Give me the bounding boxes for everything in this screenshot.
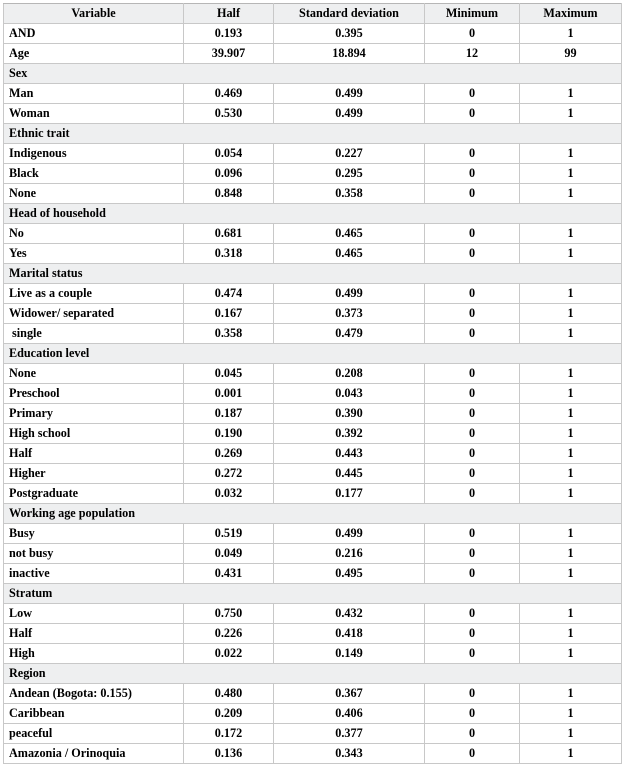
- table-row: [4, 384, 622, 404]
- cell-minimum: 0: [425, 724, 520, 744]
- cell-minimum: 0: [425, 164, 520, 184]
- cell-variable: Half: [4, 444, 184, 464]
- cell-standard-deviation: 0.377: [274, 724, 425, 744]
- cell-minimum: 0: [425, 444, 520, 464]
- cell-maximum: 1: [520, 324, 622, 344]
- cell-minimum: 0: [425, 84, 520, 104]
- table-row: [4, 164, 622, 184]
- cell-half: 0.750: [184, 604, 274, 624]
- cell-standard-deviation: 0.358: [274, 184, 425, 204]
- cell-maximum: 1: [520, 544, 622, 564]
- cell-variable: Higher: [4, 464, 184, 484]
- cell-half: 0.054: [184, 144, 274, 164]
- table-row: [4, 284, 622, 304]
- table-header: [4, 4, 622, 24]
- cell-standard-deviation: 0.395: [274, 24, 425, 44]
- cell-standard-deviation: 0.499: [274, 84, 425, 104]
- table-row: [4, 244, 622, 264]
- cell-maximum: 1: [520, 484, 622, 504]
- cell-maximum: 1: [520, 84, 622, 104]
- table-row: [4, 544, 622, 564]
- cell-standard-deviation: 0.367: [274, 684, 425, 704]
- cell-variable: Amazonia / Orinoquia: [4, 744, 184, 764]
- column-header-minimum: Minimum: [425, 4, 520, 24]
- cell-standard-deviation: 0.392: [274, 424, 425, 444]
- cell-minimum: 0: [425, 384, 520, 404]
- cell-minimum: 0: [425, 404, 520, 424]
- cell-minimum: 0: [425, 284, 520, 304]
- cell-variable: AND: [4, 24, 184, 44]
- cell-minimum: 0: [425, 484, 520, 504]
- cell-maximum: 1: [520, 624, 622, 644]
- cell-variable: High: [4, 644, 184, 664]
- cell-maximum: 1: [520, 724, 622, 744]
- cell-half: 0.269: [184, 444, 274, 464]
- cell-standard-deviation: 0.499: [274, 284, 425, 304]
- cell-variable: None: [4, 184, 184, 204]
- column-header-variable: Variable: [4, 4, 184, 24]
- cell-half: 0.001: [184, 384, 274, 404]
- cell-standard-deviation: 0.390: [274, 404, 425, 424]
- cell-half: 0.272: [184, 464, 274, 484]
- cell-variable: Black: [4, 164, 184, 184]
- cell-maximum: 1: [520, 404, 622, 424]
- cell-maximum: 1: [520, 424, 622, 444]
- cell-minimum: 0: [425, 184, 520, 204]
- table-row: [4, 684, 622, 704]
- table-row: [4, 424, 622, 444]
- cell-half: 0.358: [184, 324, 274, 344]
- cell-variable: Man: [4, 84, 184, 104]
- table-row: [4, 564, 622, 584]
- table-row: [4, 484, 622, 504]
- table-row: [4, 644, 622, 664]
- cell-variable: Woman: [4, 104, 184, 124]
- cell-minimum: 12: [425, 44, 520, 64]
- cell-half: 0.469: [184, 84, 274, 104]
- cell-variable: Postgraduate: [4, 484, 184, 504]
- cell-standard-deviation: 0.177: [274, 484, 425, 504]
- table-row: [4, 364, 622, 384]
- cell-minimum: 0: [425, 304, 520, 324]
- cell-maximum: 1: [520, 244, 622, 264]
- cell-standard-deviation: 0.499: [274, 524, 425, 544]
- table-group-row: [4, 344, 622, 364]
- cell-maximum: 1: [520, 644, 622, 664]
- cell-variable: Busy: [4, 524, 184, 544]
- cell-variable: High school: [4, 424, 184, 444]
- cell-half: 0.530: [184, 104, 274, 124]
- table-row: [4, 744, 622, 764]
- cell-maximum: 1: [520, 284, 622, 304]
- table-group-label: Stratum: [4, 584, 622, 604]
- cell-half: 0.049: [184, 544, 274, 564]
- table-group-label: Head of household: [4, 204, 622, 224]
- cell-maximum: 1: [520, 384, 622, 404]
- cell-standard-deviation: 0.432: [274, 604, 425, 624]
- cell-variable: Primary: [4, 404, 184, 424]
- cell-half: 0.190: [184, 424, 274, 444]
- cell-maximum: 1: [520, 464, 622, 484]
- cell-half: 0.136: [184, 744, 274, 764]
- cell-maximum: 1: [520, 524, 622, 544]
- cell-maximum: 1: [520, 564, 622, 584]
- table-group-label: Sex: [4, 64, 622, 84]
- table-group-label: Education level: [4, 344, 622, 364]
- cell-half: 0.045: [184, 364, 274, 384]
- column-header-standard-deviation: Standard deviation: [274, 4, 425, 24]
- table-row: [4, 524, 622, 544]
- cell-half: 0.681: [184, 224, 274, 244]
- column-header-half: Half: [184, 4, 274, 24]
- cell-standard-deviation: 0.227: [274, 144, 425, 164]
- cell-half: 0.172: [184, 724, 274, 744]
- cell-standard-deviation: 0.465: [274, 224, 425, 244]
- descriptive-statistics-table: [3, 3, 622, 764]
- cell-minimum: 0: [425, 644, 520, 664]
- table-row: [4, 404, 622, 424]
- cell-half: 0.022: [184, 644, 274, 664]
- cell-standard-deviation: 0.208: [274, 364, 425, 384]
- table-group-row: [4, 664, 622, 684]
- cell-minimum: 0: [425, 424, 520, 444]
- table-group-label: Region: [4, 664, 622, 684]
- cell-variable: Low: [4, 604, 184, 624]
- cell-standard-deviation: 0.343: [274, 744, 425, 764]
- cell-standard-deviation: 0.418: [274, 624, 425, 644]
- cell-minimum: 0: [425, 244, 520, 264]
- cell-standard-deviation: 0.479: [274, 324, 425, 344]
- cell-variable: Andean (Bogota: 0.155): [4, 684, 184, 704]
- cell-minimum: 0: [425, 604, 520, 624]
- table-row: [4, 224, 622, 244]
- column-header-maximum: Maximum: [520, 4, 622, 24]
- table-row: [4, 624, 622, 644]
- cell-maximum: 1: [520, 104, 622, 124]
- table-group-row: [4, 124, 622, 144]
- cell-maximum: 1: [520, 184, 622, 204]
- cell-half: 0.226: [184, 624, 274, 644]
- cell-variable: None: [4, 364, 184, 384]
- cell-standard-deviation: 0.465: [274, 244, 425, 264]
- cell-variable: not busy: [4, 544, 184, 564]
- cell-minimum: 0: [425, 624, 520, 644]
- cell-maximum: 1: [520, 744, 622, 764]
- table-row: [4, 704, 622, 724]
- cell-maximum: 99: [520, 44, 622, 64]
- table-body: [4, 24, 622, 764]
- cell-minimum: 0: [425, 24, 520, 44]
- table-row: [4, 24, 622, 44]
- cell-variable: inactive: [4, 564, 184, 584]
- cell-standard-deviation: 0.445: [274, 464, 425, 484]
- cell-minimum: 0: [425, 744, 520, 764]
- cell-half: 0.318: [184, 244, 274, 264]
- table-row: [4, 464, 622, 484]
- cell-standard-deviation: 0.443: [274, 444, 425, 464]
- table-row: [4, 304, 622, 324]
- cell-variable: Widower/ separated: [4, 304, 184, 324]
- cell-half: 0.480: [184, 684, 274, 704]
- cell-minimum: 0: [425, 324, 520, 344]
- cell-maximum: 1: [520, 364, 622, 384]
- cell-minimum: 0: [425, 684, 520, 704]
- cell-half: 39.907: [184, 44, 274, 64]
- cell-variable: single: [4, 324, 184, 344]
- table-group-row: [4, 64, 622, 84]
- cell-minimum: 0: [425, 704, 520, 724]
- table-row: [4, 144, 622, 164]
- cell-maximum: 1: [520, 704, 622, 724]
- table-row: [4, 104, 622, 124]
- table-row: [4, 724, 622, 744]
- cell-variable: Age: [4, 44, 184, 64]
- cell-standard-deviation: 0.295: [274, 164, 425, 184]
- table-row: [4, 604, 622, 624]
- table-row: [4, 44, 622, 64]
- cell-minimum: 0: [425, 104, 520, 124]
- table-group-row: [4, 204, 622, 224]
- table-row: [4, 444, 622, 464]
- table-group-label: Ethnic trait: [4, 124, 622, 144]
- cell-minimum: 0: [425, 144, 520, 164]
- cell-half: 0.096: [184, 164, 274, 184]
- cell-maximum: 1: [520, 304, 622, 324]
- table-group-row: [4, 504, 622, 524]
- cell-half: 0.167: [184, 304, 274, 324]
- cell-half: 0.848: [184, 184, 274, 204]
- cell-half: 0.032: [184, 484, 274, 504]
- cell-minimum: 0: [425, 564, 520, 584]
- cell-variable: Preschool: [4, 384, 184, 404]
- cell-half: 0.474: [184, 284, 274, 304]
- cell-minimum: 0: [425, 464, 520, 484]
- table-row: [4, 324, 622, 344]
- cell-variable: Half: [4, 624, 184, 644]
- table-group-row: [4, 584, 622, 604]
- table-group-label: Working age population: [4, 504, 622, 524]
- cell-standard-deviation: 0.495: [274, 564, 425, 584]
- cell-variable: No: [4, 224, 184, 244]
- cell-maximum: 1: [520, 24, 622, 44]
- cell-standard-deviation: 0.499: [274, 104, 425, 124]
- cell-minimum: 0: [425, 364, 520, 384]
- cell-half: 0.519: [184, 524, 274, 544]
- cell-variable: Yes: [4, 244, 184, 264]
- cell-variable: Indigenous: [4, 144, 184, 164]
- cell-standard-deviation: 0.043: [274, 384, 425, 404]
- cell-standard-deviation: 0.373: [274, 304, 425, 324]
- cell-minimum: 0: [425, 544, 520, 564]
- cell-variable: Caribbean: [4, 704, 184, 724]
- cell-maximum: 1: [520, 604, 622, 624]
- cell-maximum: 1: [520, 164, 622, 184]
- cell-standard-deviation: 0.149: [274, 644, 425, 664]
- cell-half: 0.187: [184, 404, 274, 424]
- table-row: [4, 184, 622, 204]
- cell-half: 0.431: [184, 564, 274, 584]
- cell-half: 0.193: [184, 24, 274, 44]
- cell-standard-deviation: 0.216: [274, 544, 425, 564]
- cell-standard-deviation: 0.406: [274, 704, 425, 724]
- table-row: [4, 84, 622, 104]
- cell-variable: Live as a couple: [4, 284, 184, 304]
- cell-maximum: 1: [520, 144, 622, 164]
- cell-maximum: 1: [520, 224, 622, 244]
- cell-variable: peaceful: [4, 724, 184, 744]
- cell-maximum: 1: [520, 444, 622, 464]
- table-group-label: Marital status: [4, 264, 622, 284]
- table-group-row: [4, 264, 622, 284]
- table-header-row: [4, 4, 622, 24]
- cell-minimum: 0: [425, 224, 520, 244]
- cell-maximum: 1: [520, 684, 622, 704]
- cell-standard-deviation: 18.894: [274, 44, 425, 64]
- cell-minimum: 0: [425, 524, 520, 544]
- cell-half: 0.209: [184, 704, 274, 724]
